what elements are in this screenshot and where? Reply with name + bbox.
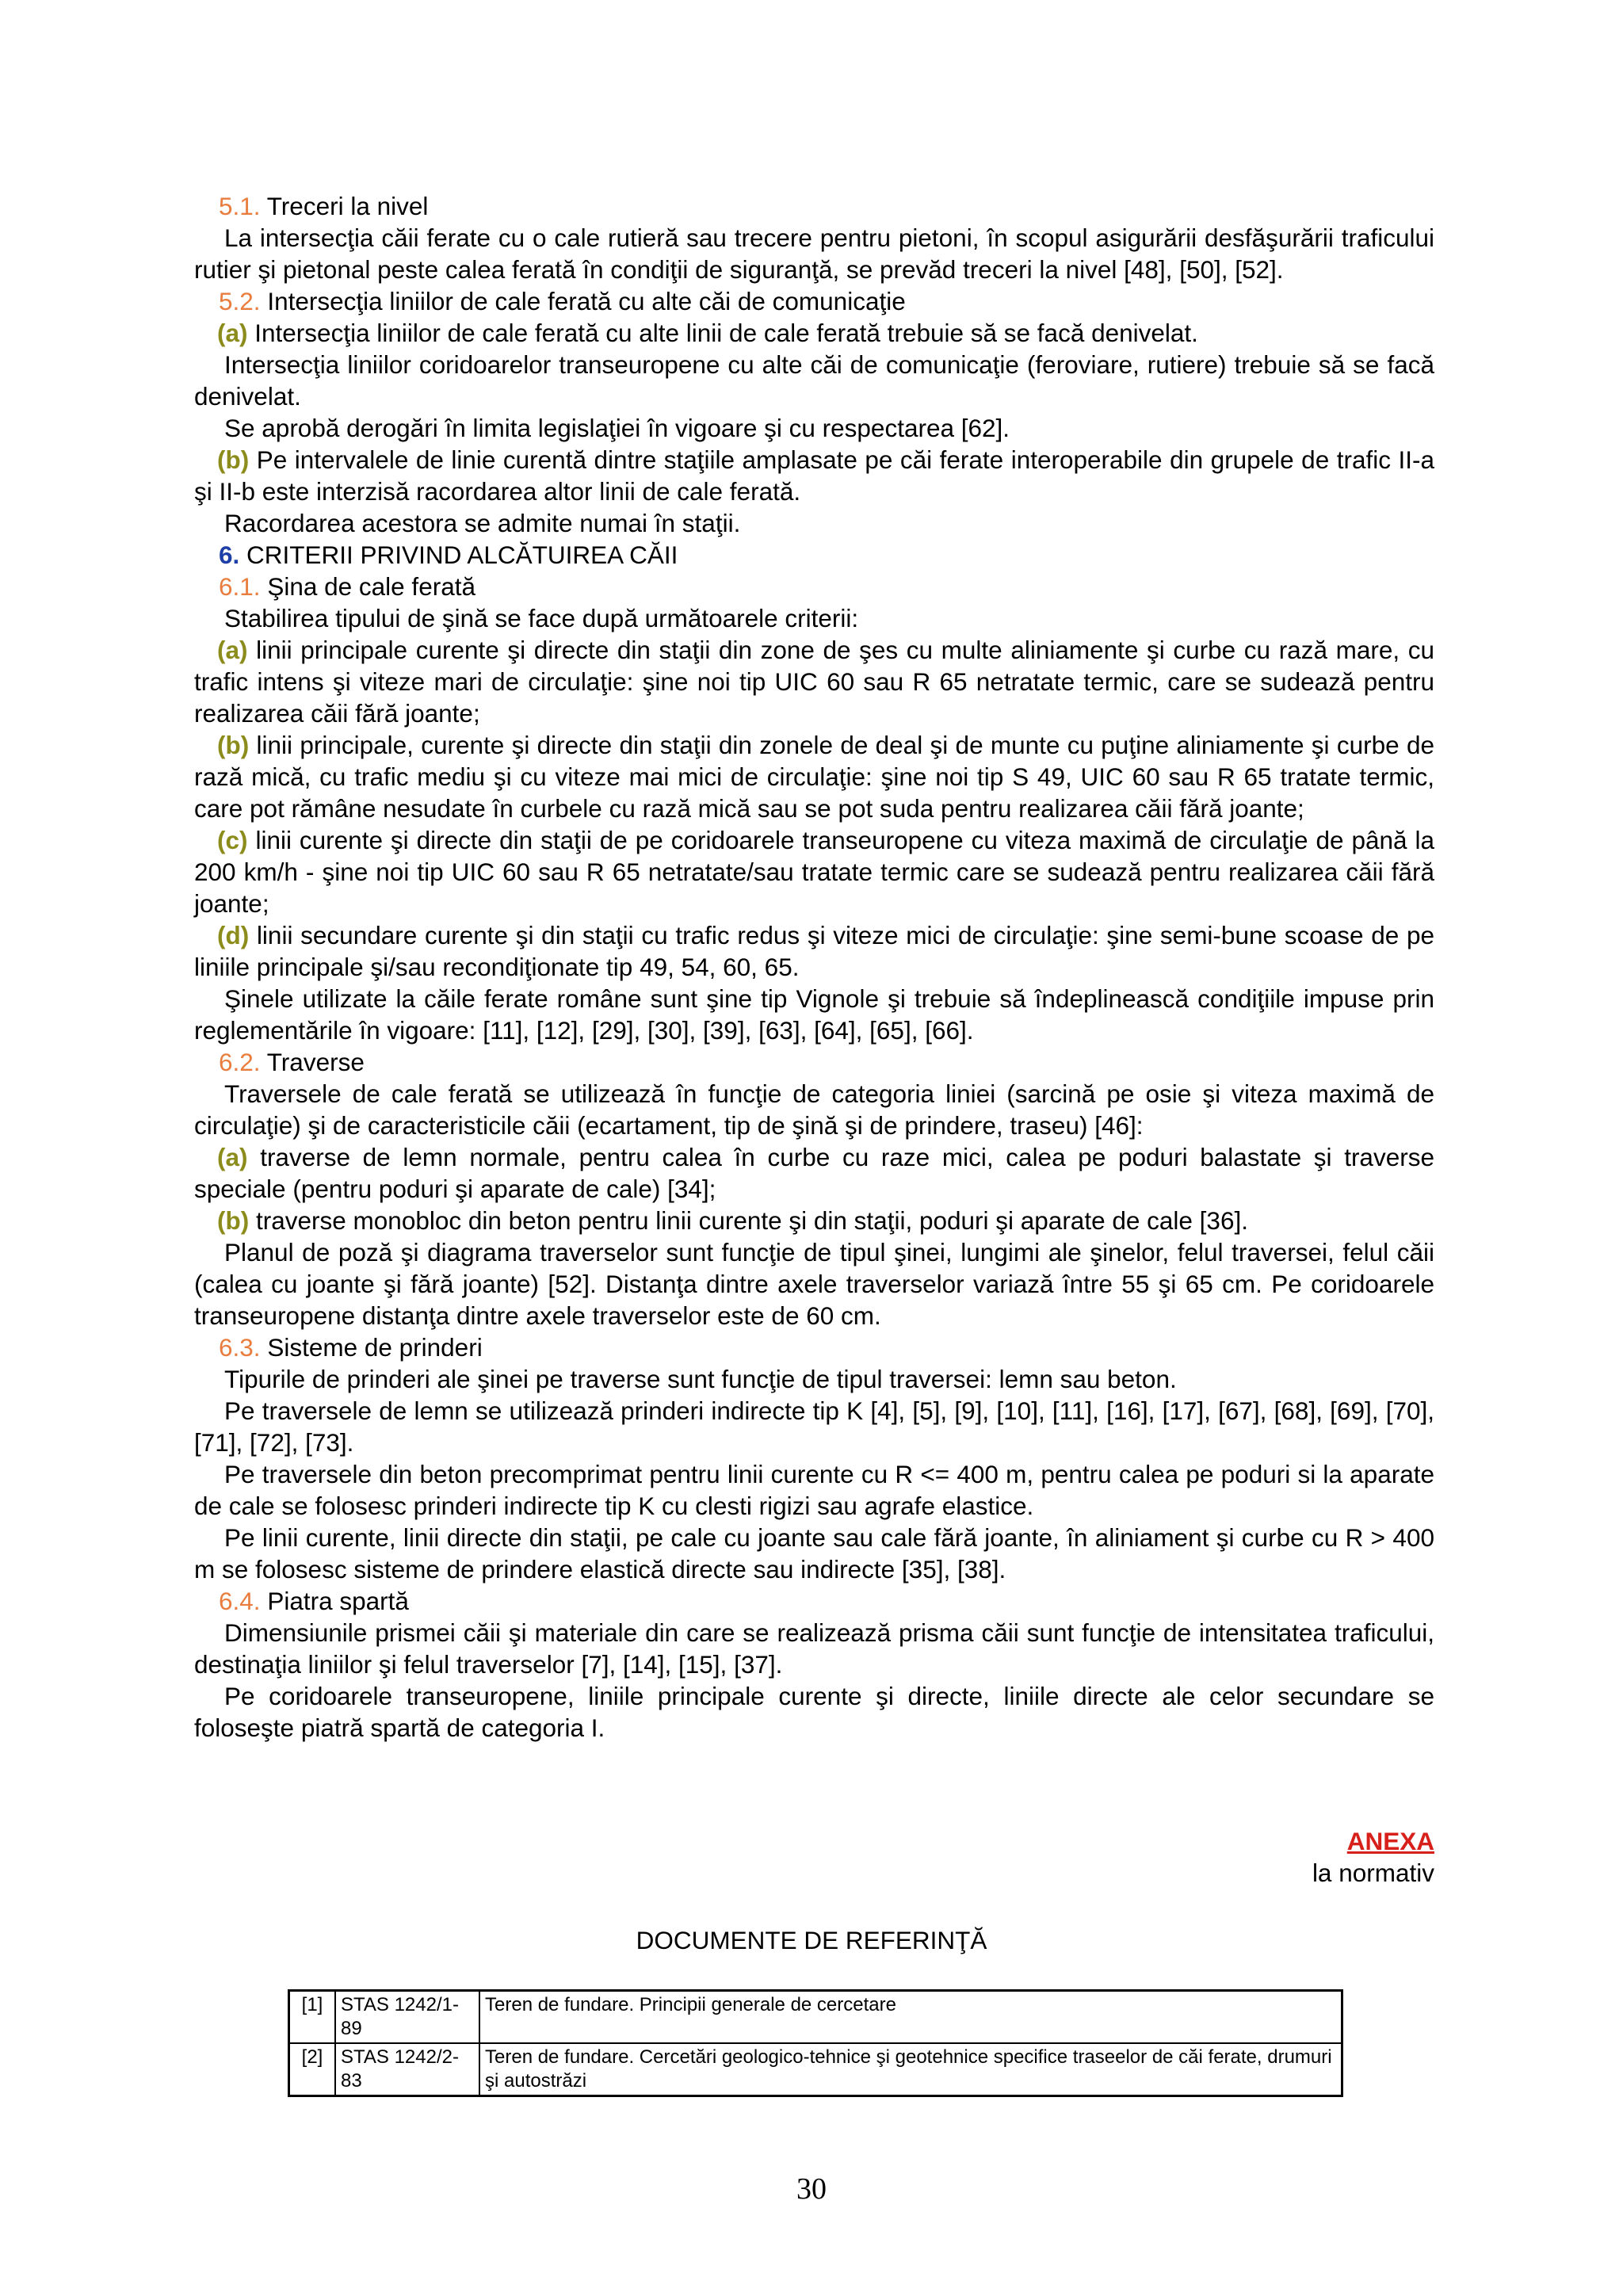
- section-title: Şina de cale ferată: [267, 572, 475, 601]
- list-item: [194, 1205, 1434, 1236]
- section-title: Traverse: [266, 1048, 365, 1076]
- section-number: 6.: [219, 541, 240, 569]
- section-number: 6.1.: [219, 572, 261, 601]
- section-heading: [194, 285, 1434, 317]
- paragraph: Pe traversele din beton precomprimat pentru linii curente cu R <= 400 m, pentru calea pe poduri si la aparate de cale se folosesc prinderi indirecte tip K cu clesti rigizi sau agrafe elastice.: [194, 1460, 1434, 1520]
- section-number: 5.1.: [219, 192, 261, 220]
- section-heading: [194, 1331, 1434, 1363]
- section-title: Intersecţia liniilor de cale ferată cu alte căi de comunicaţie: [267, 287, 906, 315]
- list-item-label: (b): [217, 731, 250, 759]
- reference-code: STAS 1242/2-83: [335, 2043, 479, 2096]
- references-title: DOCUMENTE DE REFERINŢĂ: [636, 1926, 987, 1954]
- section-number: 6.3.: [219, 1333, 261, 1362]
- list-item-text: traverse monobloc din beton pentru linii curente şi din staţii, poduri şi aparate de cale [36].: [256, 1206, 1248, 1235]
- list-item-text: Pe intervalele de linie curentă dintre staţiile amplasate pe căi ferate interoperabile din grupele de trafic II-a şi II-b este interzisă racordarea altor linii de cale ferată.: [194, 445, 1434, 506]
- document-body: [194, 190, 1434, 1744]
- section-number: 5.2.: [219, 287, 261, 315]
- paragraph: Planul de poză şi diagrama traverselor sunt funcţie de tipul şinei, lungimi ale şinelor, felul traversei, felul căii (calea cu joante şi fără joante) [52]. Distanţa dintre axele traverselor variază între 55 şi 65 cm. Pe coridoarele transeuropene distanţa dintre axele traverselor este de 60 cm.: [194, 1238, 1434, 1330]
- section-number: 6.2.: [219, 1048, 261, 1076]
- table-row: [289, 2043, 1342, 2096]
- section-heading: [194, 1046, 1434, 1078]
- table-row: [289, 1991, 1342, 2044]
- paragraph: Racordarea acestora se admite numai în staţii.: [224, 509, 741, 537]
- list-item-label: (a): [217, 1143, 248, 1171]
- reference-description: Teren de fundare. Principii generale de cercetare: [479, 1991, 1342, 2044]
- list-item-label: (d): [217, 921, 250, 949]
- section-heading: [194, 1585, 1434, 1617]
- section-heading: [194, 190, 1434, 222]
- reference-description: Teren de fundare. Cercetări geologico-tehnice şi geotehnice specifice traseelor de căi ferate, drumuri şi autostrăzi: [479, 2043, 1342, 2096]
- paragraph: Dimensiunile prismei căii şi materiale din care se realizează prisma căii sunt funcţie de intensitatea traficului, destinaţia liniilor şi felul traverselor [7], [14], [15], [37].: [194, 1618, 1434, 1679]
- paragraph: Se aprobă derogări în limita legislaţiei în vigoare şi cu respectarea [62].: [224, 414, 1010, 442]
- list-item-text: linii principale curente şi directe din staţii din zone de şes cu multe aliniamente şi curbe cu rază mare, cu trafic intens şi viteze mari de circulaţie: şine noi tip UIC 60 sau R 65 netratate termic, care se sudează pentru realizarea căii fără joante;: [194, 636, 1434, 728]
- section-title: Treceri la nivel: [266, 192, 429, 220]
- section-number: 6.4.: [219, 1587, 261, 1615]
- paragraph: Pe linii curente, linii directe din staţii, pe cale cu joante sau cale fără joante, în aliniament şi curbe cu R > 400 m se folosesc sisteme de prindere elastică directe sau indirecte [35], [38].: [194, 1523, 1434, 1584]
- section-heading: [194, 571, 1434, 602]
- page-number: 30: [796, 2172, 827, 2206]
- reference-code: STAS 1242/1-89: [335, 1991, 479, 2044]
- references-table: [288, 1989, 1343, 2097]
- annex-subtitle: la normativ: [1312, 1859, 1434, 1887]
- list-item: [194, 317, 1434, 349]
- section-title: Sisteme de prinderi: [267, 1333, 483, 1362]
- paragraph: Pe traversele de lemn se utilizează prinderi indirecte tip K [4], [5], [9], [10], [11], [16], [17], [67], [68], [69], [70], [71], [72], [73].: [194, 1396, 1434, 1457]
- section-heading: [194, 539, 1434, 571]
- reference-number: [1]: [289, 1991, 336, 2044]
- list-item: [194, 1141, 1434, 1205]
- paragraph: La intersecţia căii ferate cu o cale rutieră sau trecere pentru pietoni, în scopul asigurării desfăşurării traficului rutier şi pietonal peste calea ferată în condiţii de siguranţă, se prevăd treceri la nivel [48], [50], [52].: [194, 223, 1434, 284]
- paragraph: Şinele utilizate la căile ferate române sunt şine tip Vignole şi trebuie să îndeplinească condiţiile impuse prin reglementările în vigoare: [11], [12], [29], [30], [39], [63], [64], [65], [66].: [194, 984, 1434, 1045]
- reference-number: [2]: [289, 2043, 336, 2096]
- list-item: [194, 919, 1434, 983]
- paragraph: Intersecţia liniilor coridoarelor transeuropene cu alte căi de comunicaţie (feroviare, rutiere) trebuie să se facă denivelat.: [194, 350, 1434, 411]
- paragraph: Stabilirea tipului de şină se face după următoarele criterii:: [224, 604, 859, 632]
- list-item: [194, 634, 1434, 729]
- annex-block: [1252, 1825, 1434, 1889]
- list-item: [194, 729, 1434, 824]
- list-item-text: linii principale, curente şi directe din staţii din zonele de deal şi de munte cu puţine aliniamente şi curbe de rază mică, cu trafic mediu şi cu viteze mai mici de circulaţie: şine noi tip S 49, UIC 60 sau R 65 tratate termic, care pot rămâne nesudate în curbele cu rază mică sau se pot suda pentru realizarea căii fără joante;: [194, 731, 1434, 823]
- annex-title: ANEXA: [1346, 1827, 1434, 1855]
- list-item: [194, 824, 1434, 919]
- list-item-label: (a): [217, 636, 248, 664]
- list-item-text: traverse de lemn normale, pentru calea în curbe cu raze mici, calea pe poduri balastate şi traverse speciale (pentru poduri şi aparate de cale) [34];: [194, 1143, 1434, 1203]
- list-item-text: linii curente şi directe din staţii de pe coridoarele transeuropene cu viteza maximă de circulaţie de până la 200 km/h - şine noi tip UIC 60 sau R 65 netratate/sau tratate termic care se sudează pentru realizarea căii fără joante;: [194, 826, 1434, 918]
- section-title: CRITERII PRIVIND ALCĂTUIREA CĂII: [246, 541, 678, 569]
- list-item-label: (b): [217, 1206, 250, 1235]
- list-item-text: linii secundare curente şi din staţii cu trafic redus şi viteze mici de circulaţie: şine semi-bune scoase de pe liniile principale şi/sau recondiţionate tip 49, 54, 60, 65.: [194, 921, 1434, 981]
- list-item: [194, 444, 1434, 507]
- paragraph: Pe coridoarele transeuropene, liniile principale curente şi directe, liniile directe ale celor secundare se foloseşte piatră spartă de categoria I.: [194, 1682, 1434, 1742]
- paragraph: Traversele de cale ferată se utilizează în funcţie de categoria liniei (sarcină pe osie şi viteza maximă de circulaţie) şi de caracteristicile căii (ecartament, tip de şină şi de prindere, traseu) [46]:: [194, 1079, 1434, 1140]
- list-item-label: (a): [217, 319, 248, 347]
- section-title: Piatra spartă: [267, 1587, 409, 1615]
- paragraph: Tipurile de prinderi ale şinei pe traverse sunt funcţie de tipul traversei: lemn sau beton.: [224, 1365, 1177, 1393]
- list-item-label: (b): [217, 445, 250, 474]
- list-item-text: Intersecţia liniilor de cale ferată cu alte linii de cale ferată trebuie să se facă denivelat.: [254, 319, 1198, 347]
- list-item-label: (c): [217, 826, 248, 854]
